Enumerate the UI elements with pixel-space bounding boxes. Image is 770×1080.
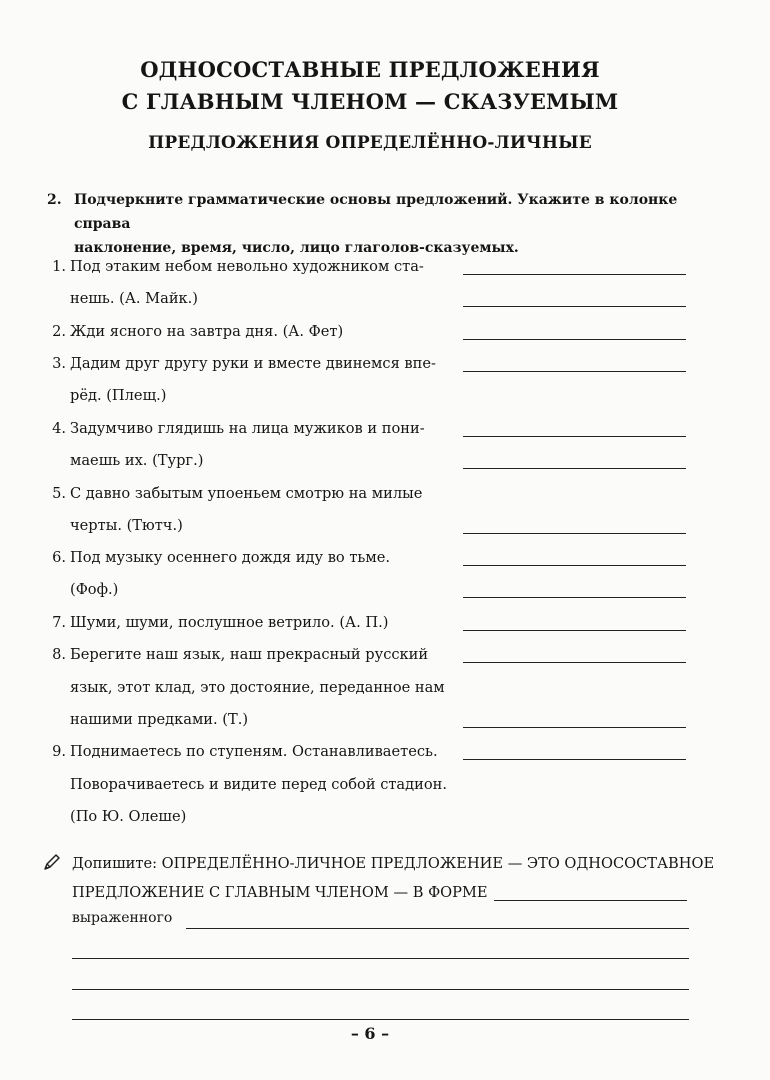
answer-blank[interactable]	[463, 371, 686, 372]
page-title-line2: С ГЛАВНЫМ ЧЛЕНОМ — СКАЗУЕМЫМ	[121, 89, 619, 114]
form-blank[interactable]	[494, 900, 687, 901]
answer-blank[interactable]	[463, 339, 686, 340]
sentence-line: (По Ю. Олеше)	[70, 808, 187, 825]
task-number: 2.	[47, 192, 62, 208]
fill-in-prompt-line2: ПРЕДЛОЖЕНИЕ С ГЛАВНЫМ ЧЛЕНОМ — В ФОРМЕ	[72, 884, 488, 901]
sentence-number: 9.	[52, 743, 66, 760]
answer-blank[interactable]	[463, 565, 686, 566]
sentence-number: 8.	[52, 646, 66, 663]
task-text-line1: Подчеркните грамматические основы предложений. Укажите в колонке справа	[74, 192, 678, 232]
sentence-line: 3. Дадим друг другу руки и вместе двинемся впе-	[46, 355, 436, 372]
answer-line[interactable]	[72, 1019, 689, 1020]
answer-blank[interactable]	[463, 533, 686, 534]
answer-blank[interactable]	[463, 468, 686, 469]
sentence-line: рёд. (Плещ.)	[70, 387, 167, 404]
section-subtitle: ПРЕДЛОЖЕНИЯ ОПРЕДЕЛЁННО-ЛИЧНЫЕ	[148, 133, 592, 153]
sentence-line: 7. Шуми, шуми, послушное ветрило. (А. П.)	[46, 614, 388, 631]
answer-blank[interactable]	[463, 630, 686, 631]
answer-line[interactable]	[72, 958, 689, 959]
sentence-line: черты. (Тютч.)	[70, 517, 183, 534]
expressed-blank[interactable]	[186, 928, 689, 929]
page-title-line1: ОДНОСОСТАВНЫЕ ПРЕДЛОЖЕНИЯ	[140, 57, 600, 82]
sentence-line: язык, этот клад, это достояние, переданное нам	[70, 679, 445, 696]
task-text-line2: наклонение, время, число, лицо глаголов-сказуемых.	[74, 240, 519, 256]
sentence-number: 7.	[52, 614, 66, 631]
expressed-label: выраженного	[72, 910, 173, 926]
sentence-line: маешь их. (Тург.)	[70, 452, 204, 469]
answer-blank[interactable]	[463, 662, 686, 663]
fill-in-prompt-line1: Допишите: ОПРЕДЕЛЁННО-ЛИЧНОЕ ПРЕДЛОЖЕНИЕ — ЭТО ОДНОСОСТАВНОЕ	[72, 855, 715, 872]
sentence-number: 2.	[52, 323, 66, 340]
sentence-line: нашими предками. (Т.)	[70, 711, 249, 728]
sentence-number: 4.	[52, 420, 66, 437]
sentence-line: 4. Задумчиво глядишь на лица мужиков и пони-	[46, 420, 425, 437]
answer-blank[interactable]	[463, 727, 686, 728]
sentence-line: 1. Под этаким небом невольно художником ста-	[46, 258, 424, 275]
pencil-icon	[42, 852, 62, 872]
sentence-number: 3.	[52, 355, 66, 372]
sentence-line: (Фоф.)	[70, 581, 119, 598]
page-number: – 6 –	[350, 1024, 390, 1043]
answer-blank[interactable]	[463, 436, 686, 437]
sentence-number: 1.	[52, 258, 66, 275]
sentence-line: 5. С давно забытым упоеньем смотрю на милые	[46, 485, 422, 502]
answer-line[interactable]	[72, 989, 689, 990]
sentence-line: 6. Под музыку осеннего дождя иду во тьме.	[46, 549, 390, 566]
sentence-line: 9. Поднимаетесь по ступеням. Останавливаетесь.	[46, 743, 438, 760]
sentence-line: нешь. (А. Майк.)	[70, 290, 199, 307]
answer-blank[interactable]	[463, 759, 686, 760]
sentence-line: Поворачиваетесь и видите перед собой стадион.	[70, 776, 448, 793]
answer-blank[interactable]	[463, 274, 686, 275]
sentence-line: 8. Берегите наш язык, наш прекрасный русский	[46, 646, 428, 663]
answer-blank[interactable]	[463, 597, 686, 598]
sentence-line: 2. Жди ясного на завтра дня. (А. Фет)	[46, 323, 343, 340]
answer-blank[interactable]	[463, 306, 686, 307]
sentence-number: 6.	[52, 549, 66, 566]
sentence-number: 5.	[52, 485, 66, 502]
